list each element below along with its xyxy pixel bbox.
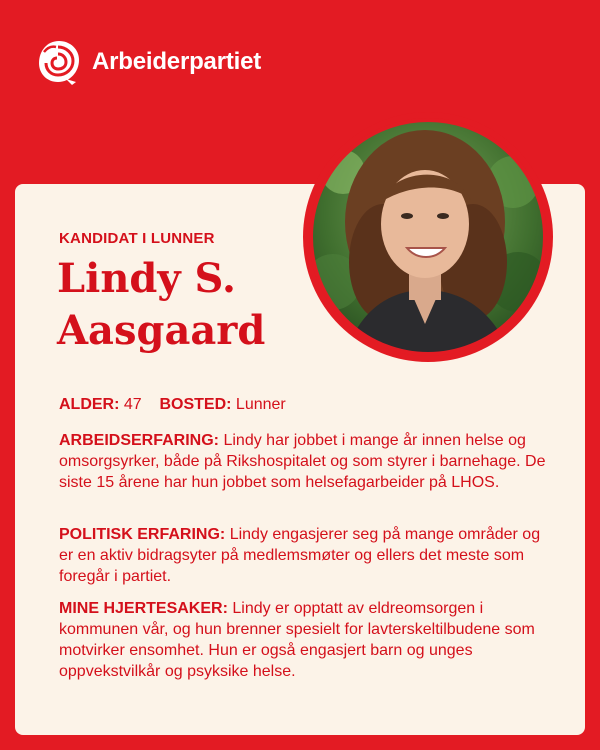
candidate-facts [59,396,286,414]
residence-label: BOSTED: [159,396,232,413]
section-text: Lindy har jobbet i mange år innen helse og omsorgsyrker, både på Rikshospitalet og som styrer i barnehage. De siste 15 årene har hun jobbet som helsefagarbeider på LHOS. [59,432,546,491]
section-label: ARBEIDSERFARING: [59,432,220,449]
section-label: POLITISK ERFARING: [59,526,226,543]
political-experience-section [59,524,549,587]
residence-value: Lunner [235,396,286,413]
candidate-photo [303,112,553,362]
party-logo [36,38,261,86]
candidate-name [57,253,317,357]
candidate-name-line-2: Aasgaard [57,307,266,354]
heart-issues-section [59,598,549,682]
section-text: Lindy engasjerer seg på mange områder og er en aktiv bidragsyter på medlemsmøter og ellers det meste som foregår i partiet. [59,526,541,585]
rose-logo-icon [36,38,82,86]
section-text: Lindy er opptatt av eldreomsorgen i kommunen vår, og hun brenner spesielt for lavterskeltilbudene som motvirker ensomhet. Hun er også engasjert barn og unges oppvekstvilkår og psyksike helse. [59,600,535,680]
candidate-kicker: KANDIDAT I LUNNER [59,230,215,247]
brand-name: Arbeiderpartiet [92,48,262,75]
candidate-name-line-1: Lindy S. [57,255,236,302]
section-label: MINE HJERTESAKER: [59,600,228,617]
age-label: ALDER: [59,396,120,413]
work-experience-section [59,430,549,493]
age-value: 47 [123,396,142,413]
